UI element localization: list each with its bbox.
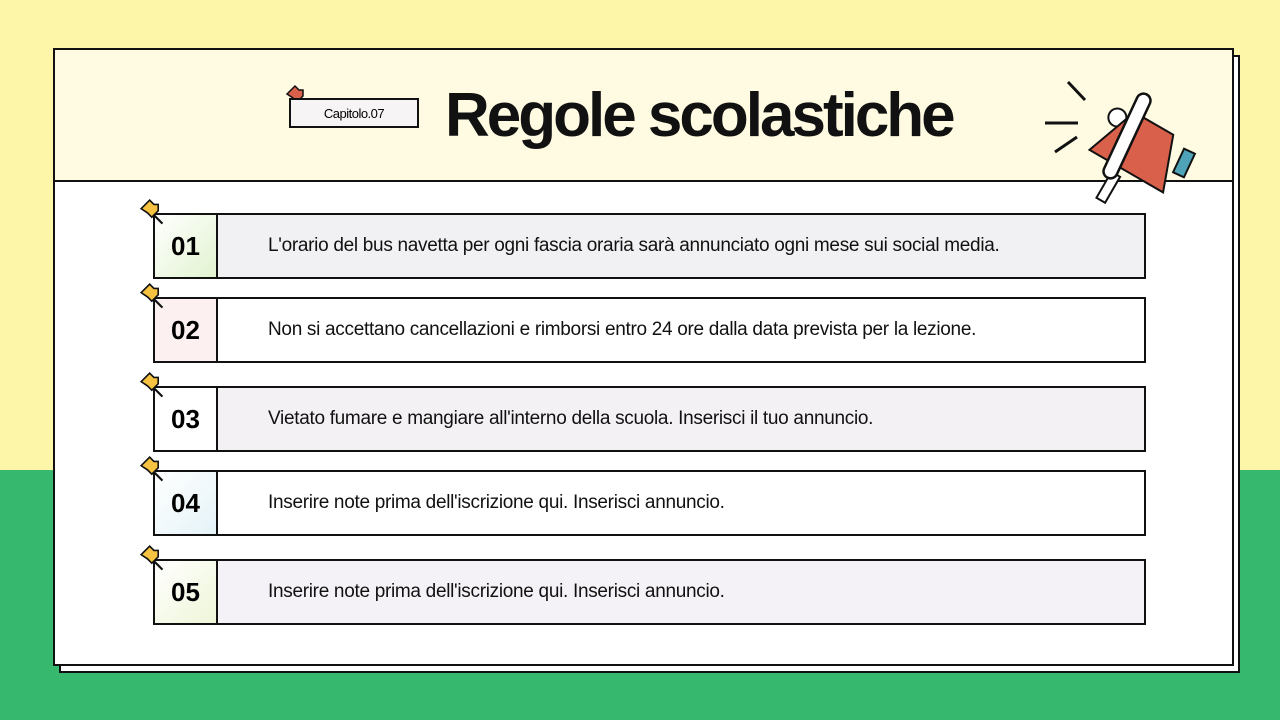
page-title: Regole scolastiche [445, 81, 953, 150]
rule-text: L'orario del bus navetta per ogni fascia oraria sarà annunciato ogni mese sui social media. [218, 213, 1146, 279]
rule-number: 02 [153, 297, 218, 363]
pin-icon [139, 544, 171, 576]
pin-icon [139, 455, 171, 487]
rule-text: Inserire note prima dell'iscrizione qui. Inserisci annuncio. [218, 470, 1146, 536]
rule-number: 05 [153, 559, 218, 625]
rule-row [153, 213, 1146, 279]
rule-row [153, 559, 1146, 625]
rule-text: Vietato fumare e mangiare all'interno della scuola. Inserisci il tuo annuncio. [218, 386, 1146, 452]
pin-icon [139, 371, 171, 403]
rule-number: 03 [153, 386, 218, 452]
rule-row [153, 297, 1146, 363]
rule-text: Non si accettano cancellazioni e rimborsi entro 24 ore dalla data prevista per la lezione. [218, 297, 1146, 363]
pin-icon [139, 198, 171, 230]
rule-row [153, 470, 1146, 536]
rule-number: 04 [153, 470, 218, 536]
rule-row [153, 386, 1146, 452]
rule-text: Inserire note prima dell'iscrizione qui. Inserisci annuncio. [218, 559, 1146, 625]
rule-number: 01 [153, 213, 218, 279]
chapter-label: Capitolo.07 [289, 98, 419, 128]
pin-icon [139, 282, 171, 314]
